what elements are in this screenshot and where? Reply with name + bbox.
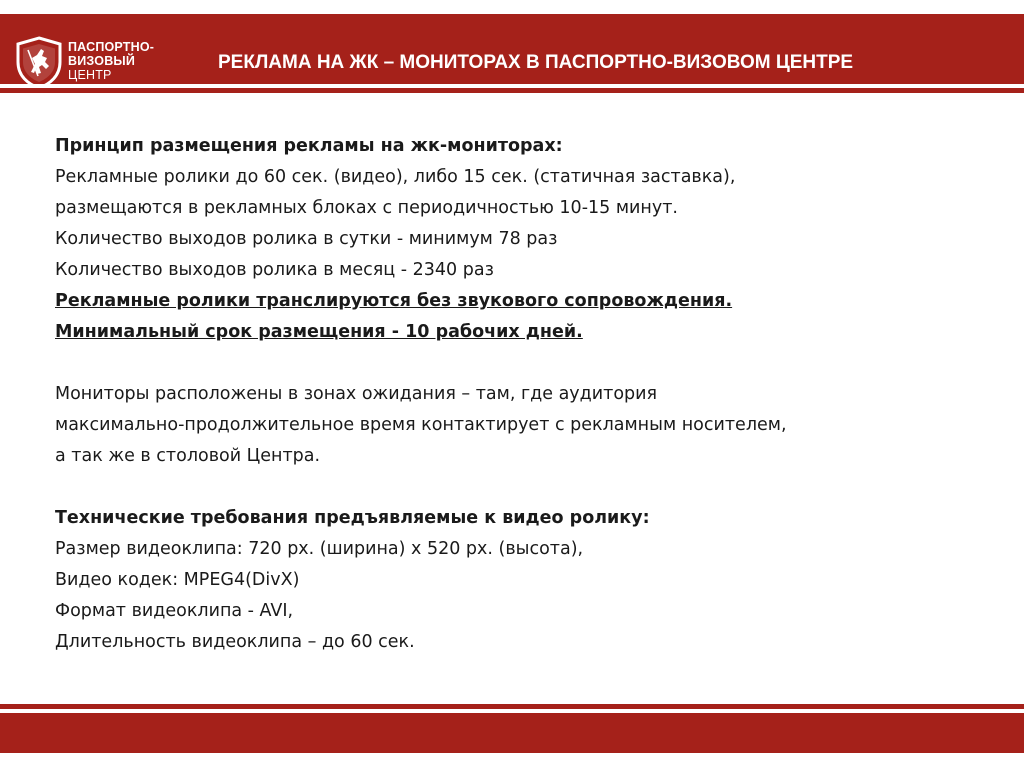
slide-content — [55, 131, 985, 658]
monitors-line: Мониторы расположены в зонах ожидания – там, где аудитория — [55, 384, 658, 404]
footer-divider — [0, 704, 1024, 709]
requirements-line: Размер видеоклипа: 720 px. (ширина) х 520 px. (высота), — [55, 539, 584, 559]
monitors-line: а так же в столовой Центра. — [55, 446, 321, 466]
principles-line: Количество выходов ролика в сутки - минимум 78 раз — [55, 229, 558, 249]
monitors-line: максимально-продолжительное время контактирует с рекламным носителем, — [55, 415, 787, 435]
footer-band — [0, 713, 1024, 753]
header-band — [0, 14, 1024, 84]
spacer — [55, 472, 985, 503]
passport-center-logo-icon — [14, 36, 64, 90]
logo-text — [68, 40, 178, 82]
principles-heading: Принцип размещения рекламы на жк-мониторах: — [55, 136, 563, 156]
requirements-heading: Технические требования предъявляемые к видео ролику: — [55, 508, 650, 528]
no-sound-notice: Рекламные ролики транслируются без звукового сопровождения. — [55, 291, 733, 311]
page-title: РЕКЛАМА НА ЖК – МОНИТОРАХ В ПАСПОРТНО-ВИЗОВОМ ЦЕНТРЕ — [218, 52, 854, 73]
requirements-line: Формат видеоклипа - AVI, — [55, 601, 294, 621]
logo-line-2: ВИЗОВЫЙ — [68, 54, 136, 68]
principles-line: размещаются в рекламных блоках с периодичностью 10-15 минут. — [55, 198, 678, 218]
principles-line: Рекламные ролики до 60 сек. (видео), либо 15 сек. (статичная заставка), — [55, 167, 736, 187]
minimum-term-notice: Минимальный срок размещения - 10 рабочих дней. — [55, 322, 583, 342]
header-divider — [0, 88, 1024, 93]
logo-line-3: ЦЕНТР — [68, 68, 112, 82]
requirements-line: Видео кодек: MPEG4(DivX) — [55, 570, 300, 590]
logo-line-1: ПАСПОРТНО- — [68, 40, 155, 54]
principles-line: Количество выходов ролика в месяц - 2340 раз — [55, 260, 494, 280]
requirements-line: Длительность видеоклипа – до 60 сек. — [55, 632, 415, 652]
spacer — [55, 348, 985, 379]
